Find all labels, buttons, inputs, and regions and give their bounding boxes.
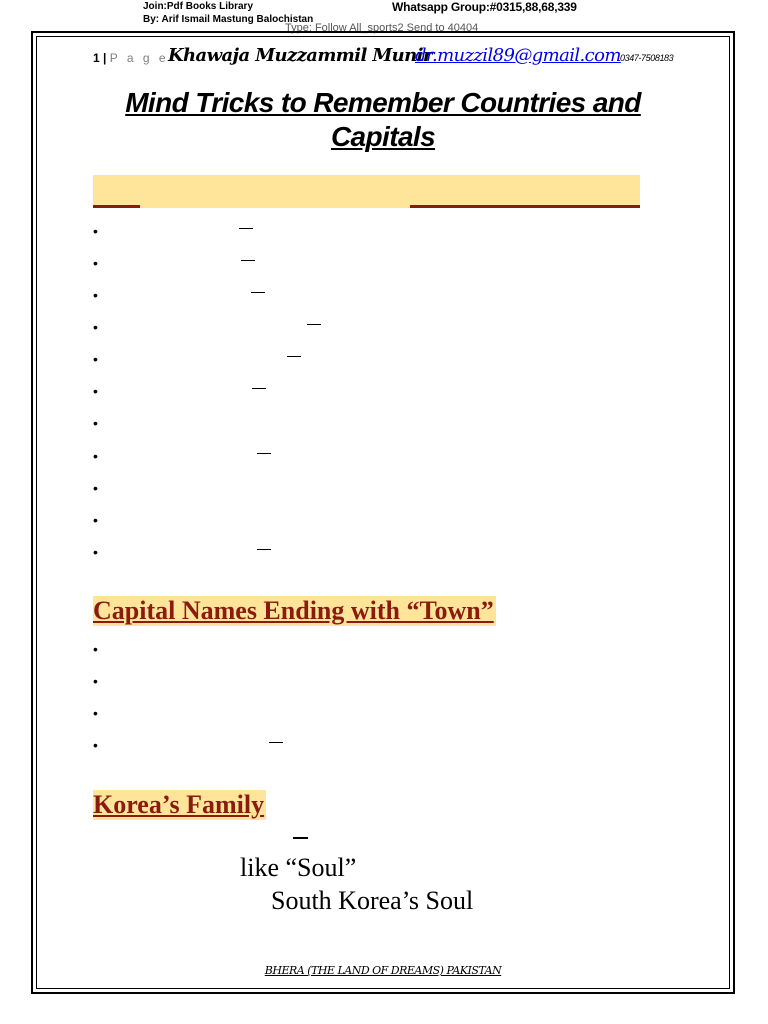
list-item-dash <box>239 228 253 229</box>
list-item-dash <box>287 356 301 357</box>
phone-number: 0347-7508183 <box>620 53 674 63</box>
list-item-bullet: • <box>93 255 98 271</box>
list-item-bullet: • <box>93 223 98 239</box>
list-item-bullet: • <box>93 383 98 399</box>
list-item-bullet: • <box>93 705 98 721</box>
list-item-dash <box>307 324 321 325</box>
list-item-bullet: • <box>93 351 98 367</box>
watermark-right: Whatsapp Group:#0315,88,68,339 <box>392 0 577 14</box>
list-item-dash <box>257 453 271 454</box>
korea-line-2: South Korea’s Soul <box>271 886 474 915</box>
page-number-separator: | <box>103 51 107 65</box>
section-heading-korea: Korea’s Family <box>93 790 265 819</box>
watermark-note: Type: Follow All_sports2 Send to 40404 <box>285 22 479 34</box>
list-item-bullet: • <box>93 319 98 335</box>
page-number <box>93 51 169 65</box>
list-item-bullet: • <box>93 512 98 528</box>
section-heading-town: Capital Names Ending with “Town” <box>93 596 494 625</box>
document-title: Mind Tricks to Remember Countries and Capitals <box>125 87 641 152</box>
list-item-bullet: • <box>93 448 98 464</box>
list-item-bullet: • <box>93 544 98 560</box>
list-item-bullet: • <box>93 480 98 496</box>
list-item-dash <box>251 292 265 293</box>
watermark-left-line2: By: Arif Ismail Mastung Balochistan <box>143 14 314 25</box>
korea-dash <box>293 837 308 839</box>
page-header <box>93 45 693 69</box>
korea-line-1: like “Soul” <box>240 853 357 882</box>
email-link[interactable]: dr.muzzil89@gmail.com <box>415 45 621 66</box>
list-item-bullet: • <box>93 673 98 689</box>
list-item-dash <box>269 742 283 743</box>
list-item-bullet: • <box>93 287 98 303</box>
list-item-bullet: • <box>93 641 98 657</box>
section-heading-highlight <box>93 175 640 208</box>
list-item-dash <box>257 549 271 550</box>
author-name: Khawaja Muzzammil Munir <box>168 45 432 66</box>
page-footer: BHERA (THE LAND OF DREAMS) PAKISTAN <box>264 964 502 977</box>
list-item-bullet: • <box>93 737 98 753</box>
list-item-dash <box>241 260 255 261</box>
list-item-bullet: • <box>93 415 98 431</box>
watermark-left-line1: Join:Pdf Books Library <box>143 1 254 12</box>
page-number-value: 1 <box>93 51 100 65</box>
section-heading-underline-gap <box>140 205 410 208</box>
page-label: P a g e <box>109 51 169 65</box>
list-item-dash <box>252 388 266 389</box>
